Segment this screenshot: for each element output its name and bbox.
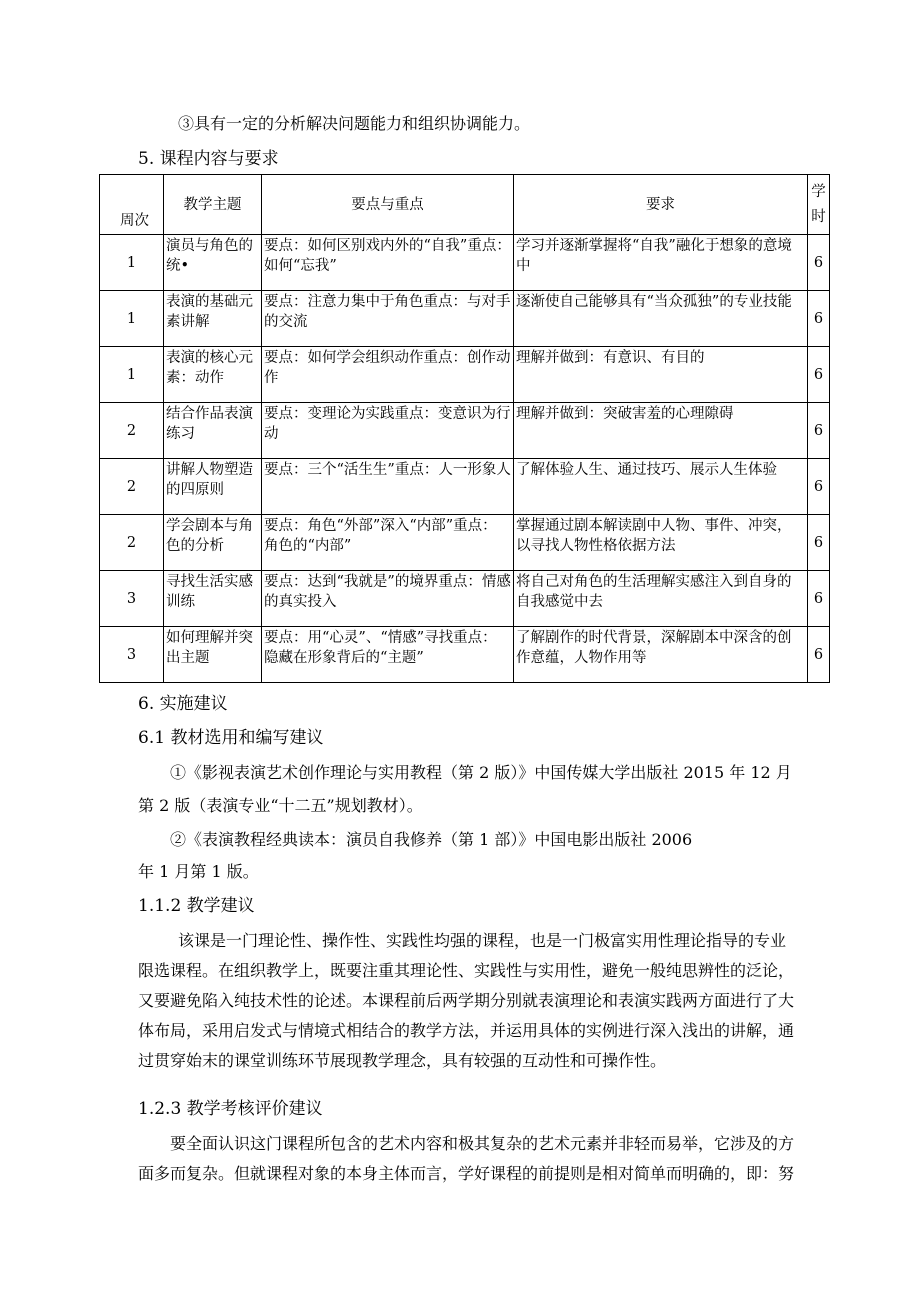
table-row [100, 515, 830, 571]
cell-hours: 6 [808, 459, 830, 515]
table-row [100, 571, 830, 627]
cell-hours: 6 [808, 627, 830, 683]
textbook-1-line-2: 第 2 版（表演专业“十二五”规划教材）。 [138, 796, 423, 815]
cell-topic: 表演的基础元素讲解 [164, 291, 262, 347]
section-5-title: 5. 课程内容与要求 [138, 149, 279, 169]
cell-week: 3 [100, 571, 164, 627]
table-row [100, 627, 830, 683]
table-row [100, 459, 830, 515]
course-content-table [99, 174, 830, 683]
cell-week: 1 [100, 347, 164, 403]
cell-requirements: 学习并逐渐掌握将“自我”融化于想象的意境中 [514, 235, 808, 291]
cell-points: 要点：三个“活生生”重点：人一形象人 [262, 459, 514, 515]
cell-points: 要点：变理论为实践重点：变意识为行动 [262, 403, 514, 459]
cell-topic: 如何理解并突出主题 [164, 627, 262, 683]
cell-requirements: 了解剧作的时代背景，深解剧本中深含的创作意蕴，人物作用等 [514, 627, 808, 683]
cell-hours: 6 [808, 403, 830, 459]
assessment-line: 要全面认识这门课程所包含的艺术内容和极其复杂的艺术元素并非轻而易举，它涉及的方 [170, 1134, 795, 1153]
cell-hours: 6 [808, 515, 830, 571]
header-hours: 学 时 [808, 175, 830, 235]
cell-hours: 6 [808, 235, 830, 291]
cell-requirements: 逐渐使自己能够具有“当众孤独”的专业技能 [514, 291, 808, 347]
cell-week: 1 [100, 291, 164, 347]
header-topic: 教学主题 [164, 175, 262, 235]
textbook-1-line-1: ①《影视表演艺术创作理论与实用教程（第 2 版）》中国传媒大学出版社 2015 年 12 月 [170, 763, 792, 782]
teaching-line: 又要避免陷入纯技术性的论述。本课程前后两学期分别就表演理论和表演实践两方面进行了大 [138, 991, 795, 1010]
teaching-line: 体布局，采用启发式与情境式相结合的教学方法，并运用具体的实例进行深入浅出的讲解，通 [138, 1021, 795, 1040]
table-header-row [100, 175, 830, 235]
cell-points: 要点：注意力集中于角色重点：与对手的交流 [262, 291, 514, 347]
cell-topic: 寻找生活实感训练 [164, 571, 262, 627]
cell-week: 3 [100, 627, 164, 683]
assessment-paragraph [138, 1129, 794, 1189]
cell-requirements: 将自己对角色的生活理解实感注入到自身的自我感觉中去 [514, 571, 808, 627]
intro-item: ③具有一定的分析解决问题能力和组织协调能力。 [178, 114, 531, 133]
cell-requirements: 了解体验人生、通过技巧、展示人生体验 [514, 459, 808, 515]
section-1-2-3-title: 1.2.3 教学考核评价建议 [138, 1099, 323, 1119]
cell-topic: 学会剧本与角色的分析 [164, 515, 262, 571]
cell-topic: 讲解人物塑造的四原则 [164, 459, 262, 515]
cell-points: 要点：如何区别戏内外的“自我”重点：如何“忘我” [262, 235, 514, 291]
cell-points: 要点：用“心灵”、“情感”寻找重点：隐藏在形象背后的“主题” [262, 627, 514, 683]
table-row [100, 403, 830, 459]
cell-requirements: 掌握通过剧本解读剧中人物、事件、冲突，以寻找人物性格依据方法 [514, 515, 808, 571]
cell-topic: 表演的核心元素：动作 [164, 347, 262, 403]
textbook-2-line-2: 年 1 月第 1 版。 [138, 862, 259, 881]
teaching-line: 过贯穿始末的课堂训练环节展现教学理念，具有较强的互动性和可操作性。 [138, 1051, 667, 1070]
cell-points: 要点：角色“外部”深入“内部”重点：角色的“内部” [262, 515, 514, 571]
header-points: 要点与重点 [262, 175, 514, 235]
cell-requirements: 理解并做到：突破害羞的心理隙碍 [514, 403, 808, 459]
section-1-1-2-title: 1.1.2 教学建议 [138, 896, 255, 916]
section-6-title: 6. 实施建议 [138, 694, 228, 714]
cell-topic: 演员与角色的统• [164, 235, 262, 291]
section-6-1-title: 6.1 教材选用和编写建议 [138, 728, 324, 748]
cell-hours: 6 [808, 291, 830, 347]
header-week: 周次 [100, 175, 164, 235]
table-row [100, 291, 830, 347]
cell-topic: 结合作品表演练习 [164, 403, 262, 459]
table-row [100, 235, 830, 291]
cell-points: 要点：如何学会组织动作重点：创作动作 [262, 347, 514, 403]
textbook-2-line-1: ②《表演教程经典读本：演员自我修养（第 1 部）》中国电影出版社 2006 [170, 830, 693, 849]
teaching-line: 该课是一门理论性、操作性、实践性均强的课程，也是一门极富实用性理论指导的专业 [178, 931, 787, 950]
cell-points: 要点：达到“我就是”的境界重点：情感的真实投入 [262, 571, 514, 627]
teaching-line: 限选课程。在组织教学上，既要注重其理论性、实践性与实用性，避免一般纯思辨性的泛论， [138, 961, 795, 980]
teaching-paragraph [138, 926, 794, 1076]
header-requirements: 要求 [514, 175, 808, 235]
table-row [100, 347, 830, 403]
cell-requirements: 理解并做到：有意识、有目的 [514, 347, 808, 403]
cell-hours: 6 [808, 571, 830, 627]
cell-week: 1 [100, 235, 164, 291]
cell-week: 2 [100, 403, 164, 459]
cell-hours: 6 [808, 347, 830, 403]
cell-week: 2 [100, 515, 164, 571]
assessment-line: 面多而复杂。但就课程对象的本身主体而言，学好课程的前提则是相对简单而明确的，即：努 [138, 1164, 795, 1183]
cell-week: 2 [100, 459, 164, 515]
